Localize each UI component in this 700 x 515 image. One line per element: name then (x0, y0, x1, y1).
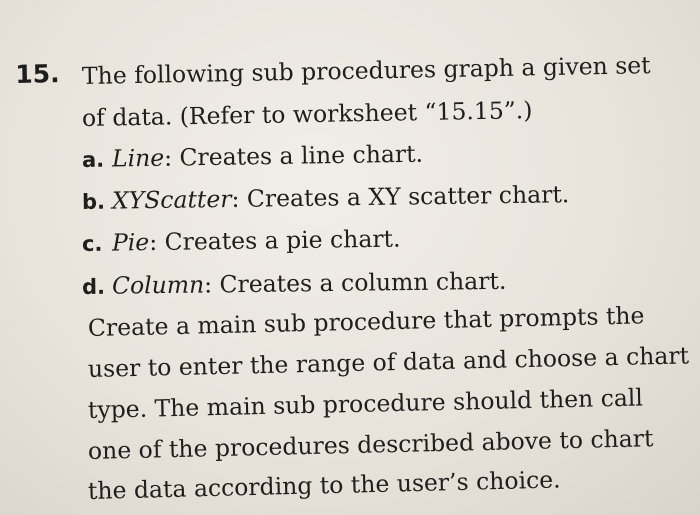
instruction-line: the data according to the user’s choice. (87, 465, 561, 505)
item-name: XYScatter (111, 184, 232, 215)
list-item (81, 224, 401, 257)
item-description: : Creates a column chart. (204, 266, 507, 299)
list-item (81, 139, 424, 173)
problem-intro-line: The following sub procedures graph a given set (81, 51, 651, 90)
problem-number: 15. (15, 59, 60, 89)
item-description: : Creates a XY scatter chart. (231, 180, 570, 213)
item-name: Line (111, 143, 165, 173)
item-letter: c. (81, 231, 103, 256)
instruction-line: type. The main sub procedure should then call (87, 383, 644, 424)
item-letter: a. (81, 147, 105, 172)
instruction-line: one of the procedures described above to chart (87, 424, 654, 465)
item-description: : Creates a pie chart. (149, 224, 401, 257)
problem-intro-line: of data. (Refer to worksheet “15.15”.) (81, 96, 533, 132)
instruction-line: user to enter the range of data and choose a chart (87, 341, 690, 383)
list-item (81, 266, 507, 300)
item-letter: d. (81, 274, 106, 299)
list-item (81, 180, 570, 215)
item-name: Pie (111, 228, 150, 257)
item-name: Column (111, 270, 205, 300)
item-letter: b. (81, 189, 106, 214)
item-description: : Creates a line chart. (163, 139, 424, 172)
instruction-line: Create a main sub procedure that prompts the (87, 301, 645, 342)
